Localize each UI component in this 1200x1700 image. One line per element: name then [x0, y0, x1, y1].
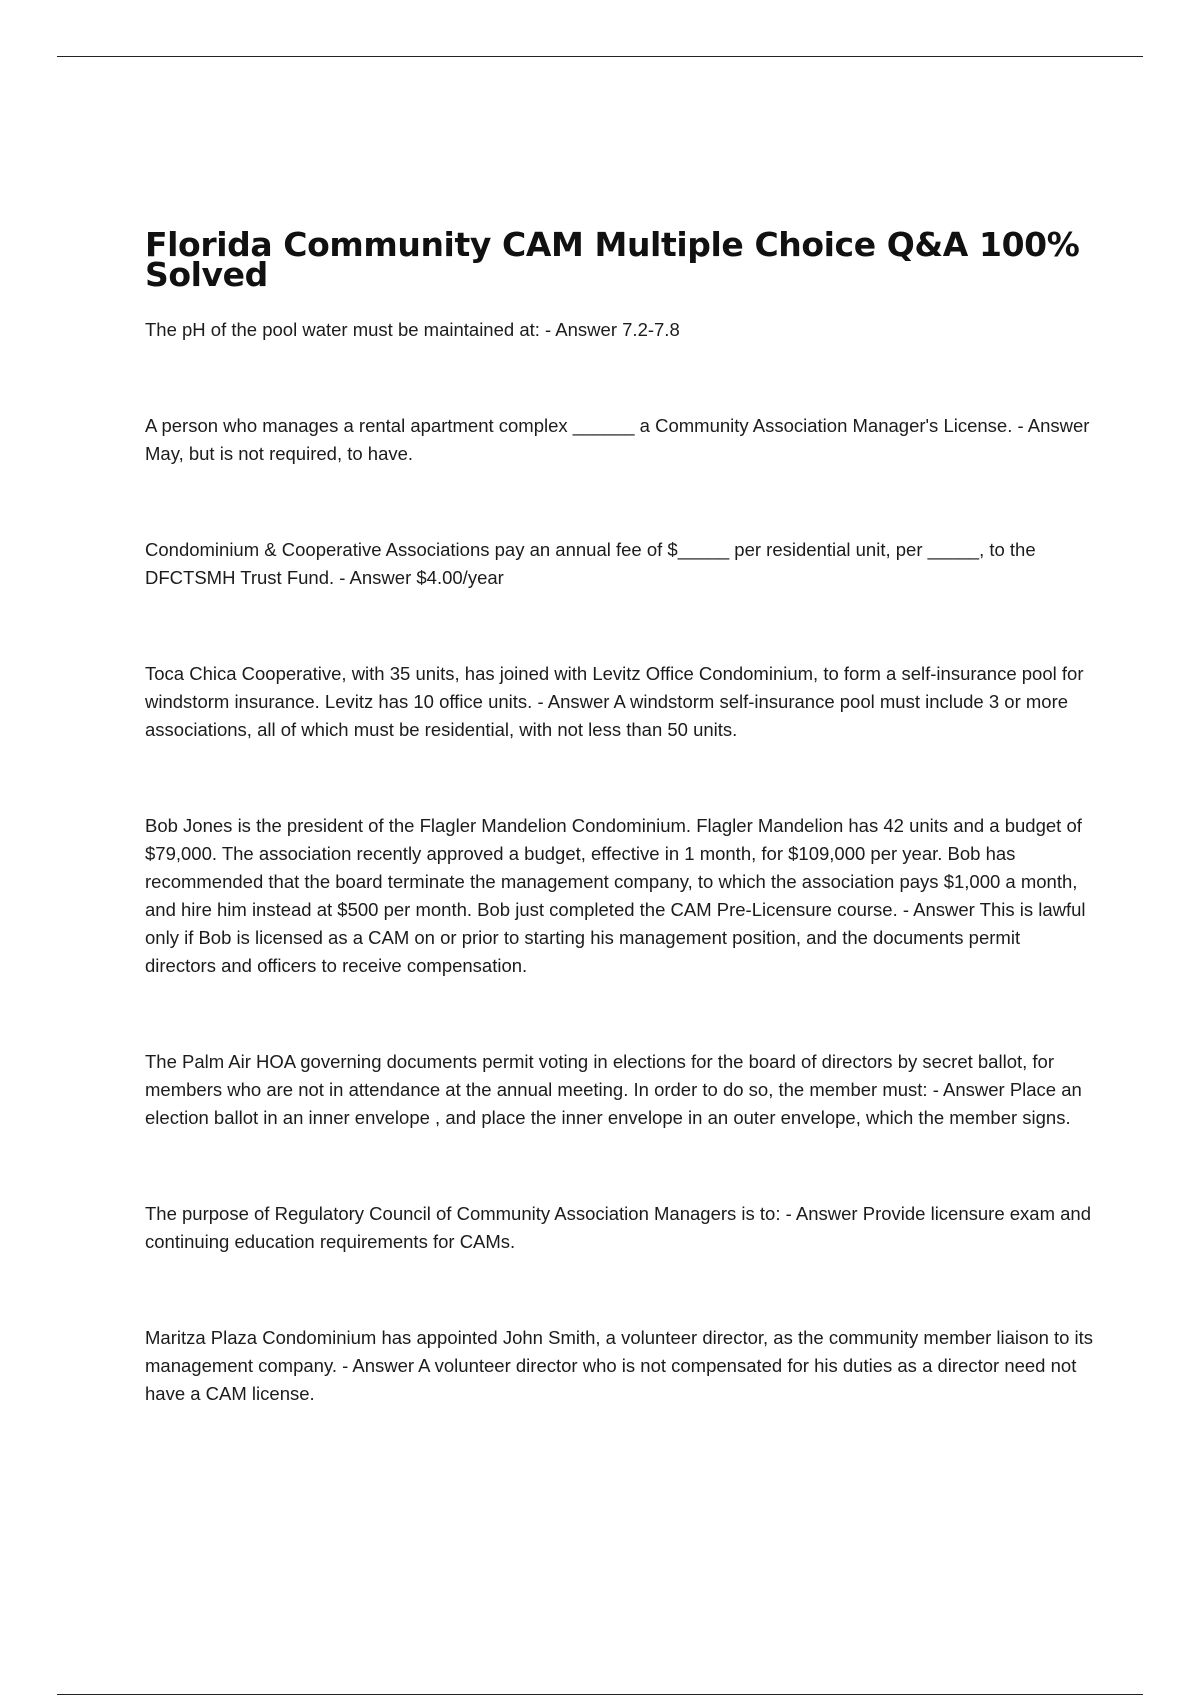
document-title: Florida Community CAM Multiple Choice Q&A 100% Solved	[145, 225, 1080, 294]
qa-item: The Palm Air HOA governing documents permit voting in elections for the board of directors by secret ballot, for members who are not in attendance at the annual meeting. In order to do so, the member must: - Answer Place an election ballot in an inner envelope , and place the inner envelope in an outer envelope, which the member signs.	[145, 1051, 1082, 1128]
qa-item: The pH of the pool water must be maintained at: - Answer 7.2-7.8	[145, 319, 680, 340]
qa-item: A person who manages a rental apartment complex ______ a Community Association Manager's License. - Answer May, but is not required, to have.	[145, 415, 1090, 464]
qa-item: Maritza Plaza Condominium has appointed John Smith, a volunteer director, as the community member liaison to its management company. - Answer A volunteer director who is not compensated for his duties as a director need not have a CAM license.	[145, 1327, 1094, 1404]
top-rule	[57, 56, 1143, 57]
qa-list	[145, 316, 1095, 1408]
bottom-rule	[57, 1694, 1143, 1695]
qa-item: The purpose of Regulatory Council of Community Association Managers is to: - Answer Provide licensure exam and continuing education requirements for CAMs.	[145, 1203, 1092, 1252]
document-body	[145, 225, 1095, 1476]
qa-item: Bob Jones is the president of the Flagler Mandelion Condominium. Flagler Mandelion has 42 units and a budget of $79,000. The association recently approved a budget, effective in 1 month, for $109,000 per year. Bob has recommended that the board terminate the management company, to which the association pays $1,000 a month, and hire him instead at $500 per month. Bob just completed the CAM Pre-Licensure course. - Answer This is lawful only if Bob is licensed as a CAM on or prior to starting his management position, and the documents permit directors and officers to receive compensation.	[145, 815, 1086, 976]
qa-item: Toca Chica Cooperative, with 35 units, has joined with Levitz Office Condominium, to form a self-insurance pool for windstorm insurance. Levitz has 10 office units. - Answer A windstorm self-insurance pool must include 3 or more associations, all of which must be residential, with not less than 50 units.	[145, 663, 1084, 740]
qa-item: Condominium & Cooperative Associations pay an annual fee of $_____ per residential unit, per _____, to the DFCTSMH Trust Fund. - Answer $4.00/year	[145, 539, 1036, 588]
